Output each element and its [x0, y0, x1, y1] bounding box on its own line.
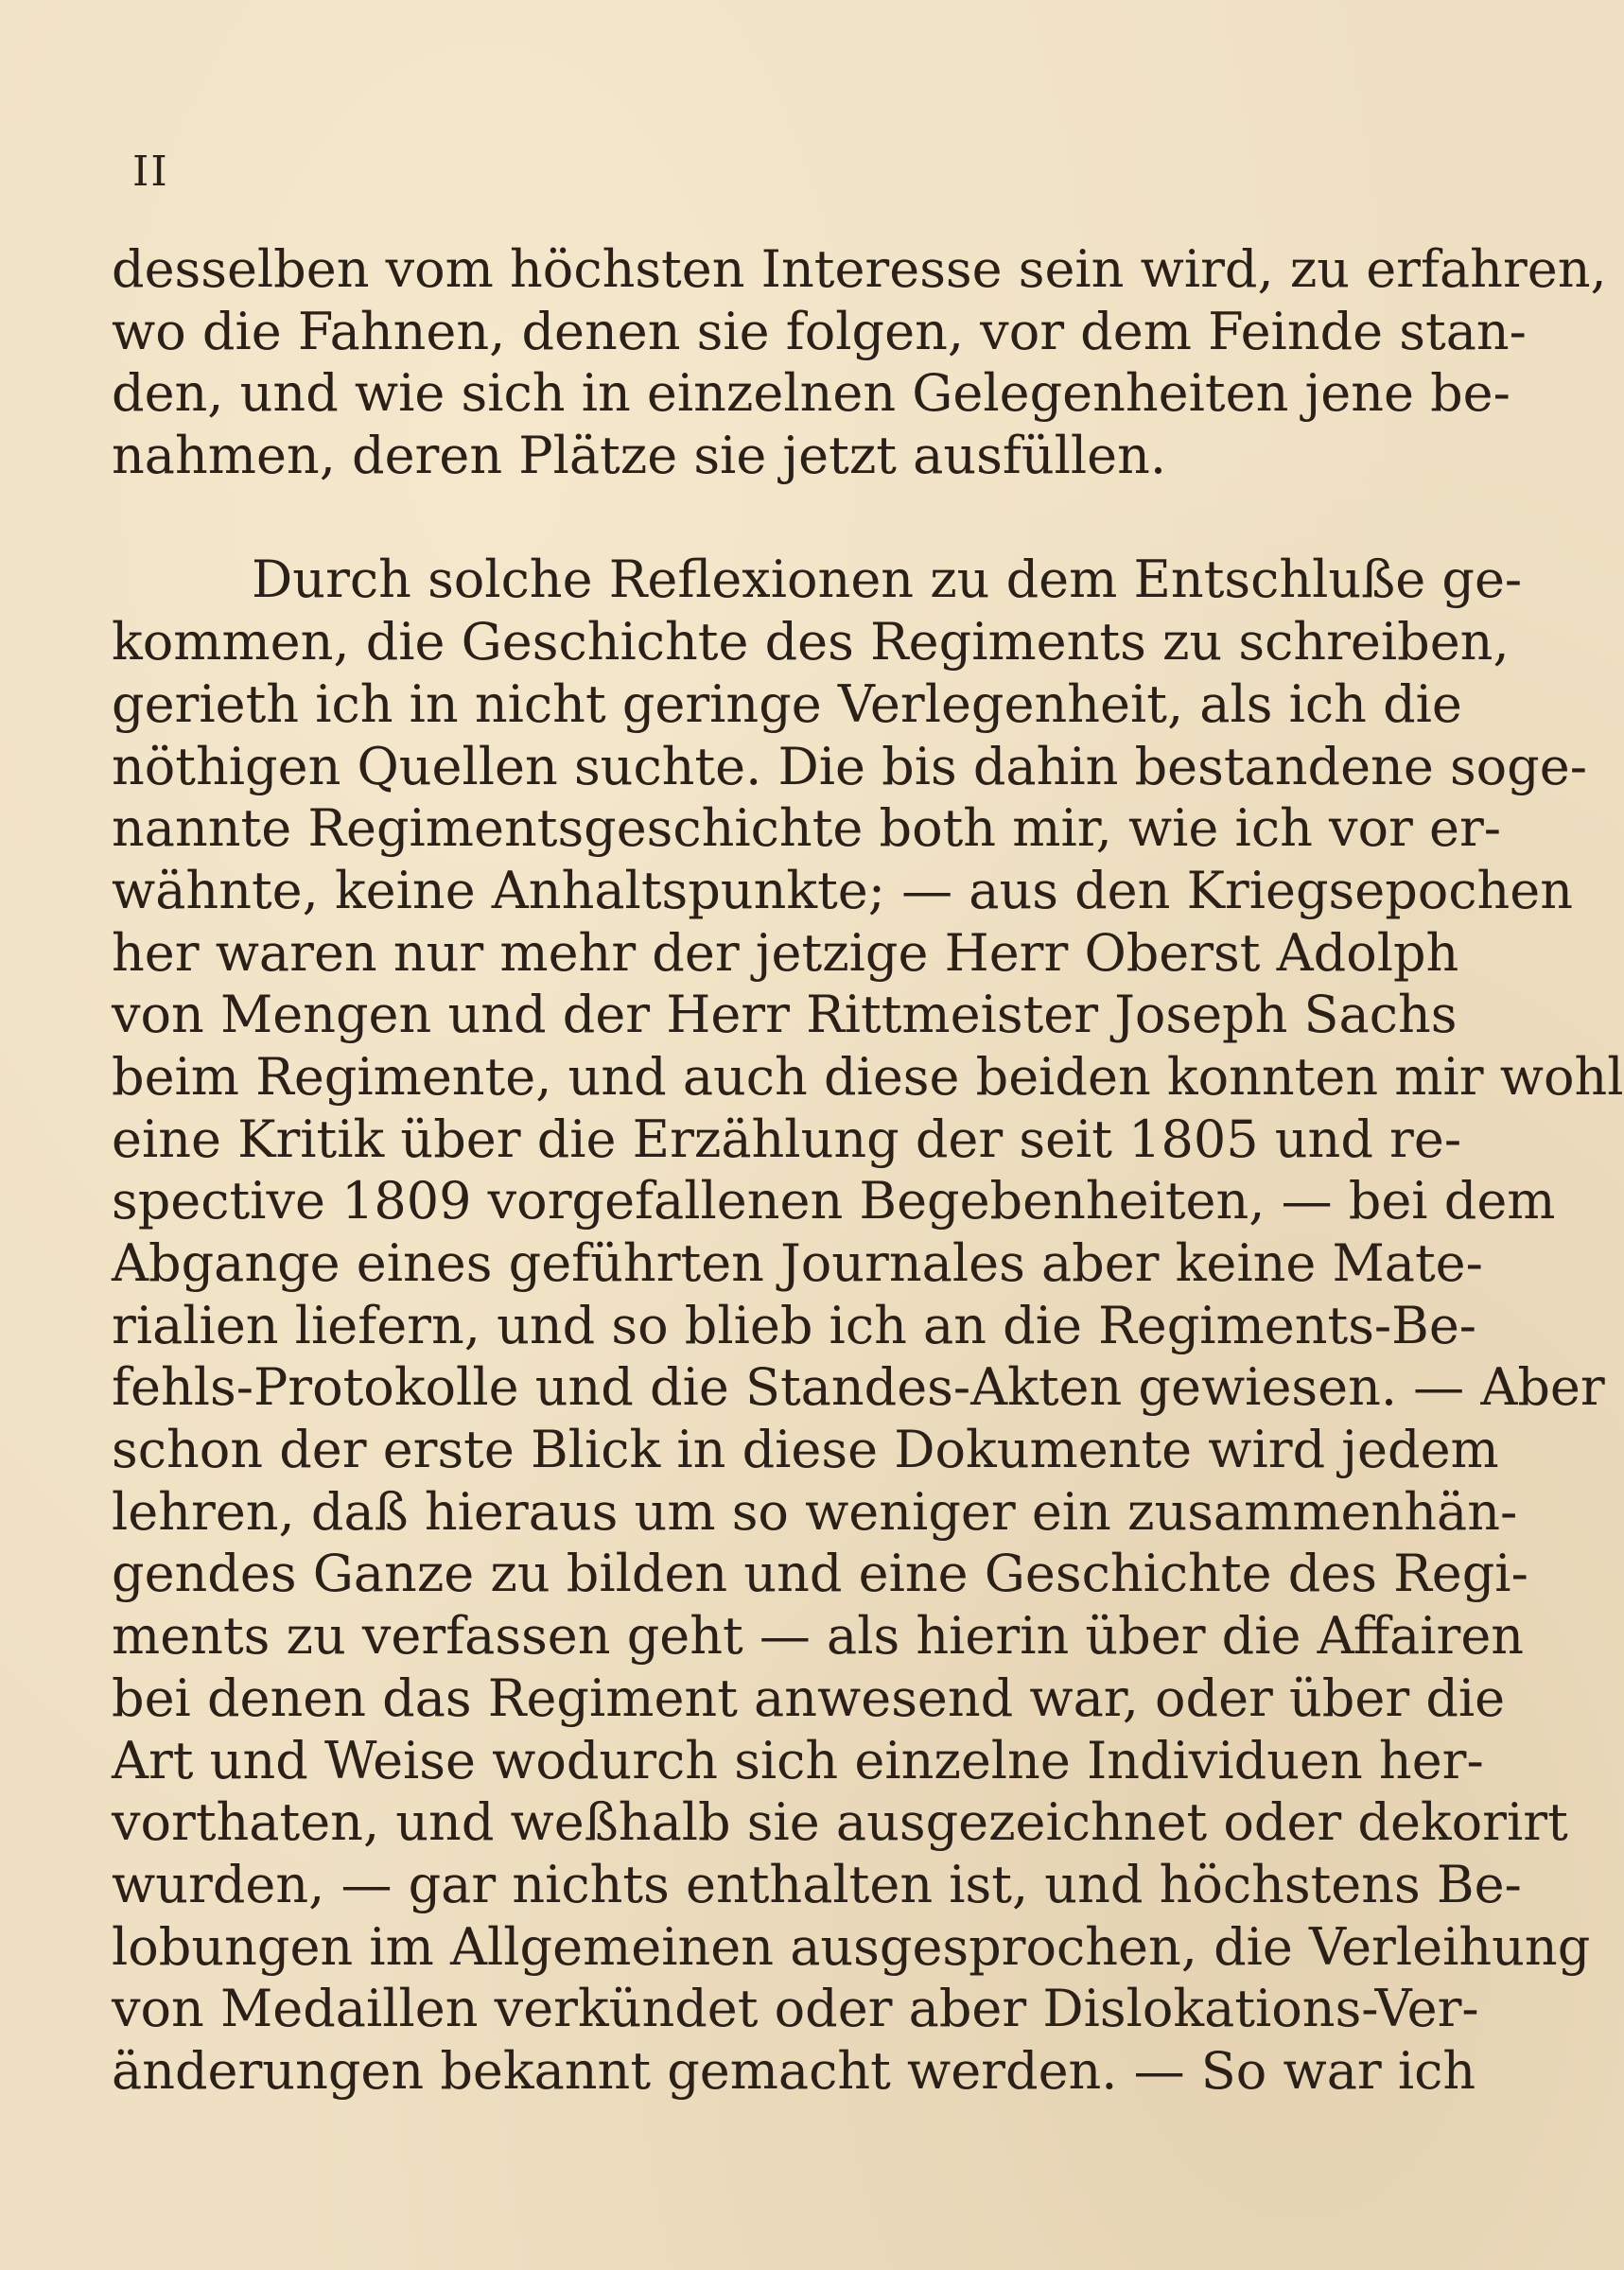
text-line: Durch solche Reflexionen zu dem Entschluße ge-	[252, 550, 1523, 610]
text-line: bei denen das Regiment anwesend war, oder über die	[112, 1668, 1506, 1728]
text-line: wurden, — gar nichts enthalten ist, und höchstens Be-	[112, 1854, 1522, 1914]
text-line: lobungen im Allgemeinen ausgesprochen, die Verleihung	[112, 1916, 1591, 1977]
text-line: nöthigen Quellen suchte. Die bis dahin bestandene soge-	[112, 736, 1587, 796]
body-text	[112, 238, 1624, 2103]
text-line: von Mengen und der Herr Rittmeister Joseph Sachs	[112, 985, 1458, 1045]
text-line: wo die Fahnen, denen sie folgen, vor dem Feinde stan-	[112, 301, 1527, 361]
text-line: nahmen, deren Plätze sie jetzt ausfüllen.	[112, 426, 1167, 486]
text-line: ments zu verfassen geht — als hierin über die Affairen	[112, 1606, 1525, 1667]
text-line: vorthaten, und weßhalb sie ausgezeichnet oder dekorirt	[112, 1792, 1568, 1853]
text-line: den, und wie sich in einzelnen Gelegenheiten jene be-	[112, 363, 1510, 424]
text-line: gerieth ich in nicht geringe Verlegenheit, als ich die	[112, 673, 1462, 734]
text-line: schon der erste Blick in diese Dokumente wird jedem	[112, 1420, 1499, 1480]
text-line: her waren nur mehr der jetzige Herr Oberst Adolph	[112, 922, 1459, 983]
text-line: beim Regimente, und auch diese beiden konnten mir wohl	[112, 1046, 1624, 1107]
text-line: lehren, daß hieraus um so weniger ein zusammenhän-	[112, 1481, 1518, 1542]
text-line: kommen, die Geschichte des Regiments zu schreiben,	[112, 612, 1510, 672]
page-number: II	[132, 148, 169, 196]
text-line: Art und Weise wodurch sich einzelne Individuen her-	[112, 1730, 1484, 1790]
paragraph-gap	[112, 487, 1431, 550]
text-line: spective 1809 vorgefallenen Begebenheiten, — bei dem	[112, 1171, 1556, 1231]
text-line: änderungen bekannt gemacht werden. — So war ich	[112, 2040, 1476, 2101]
text-line: eine Kritik über die Erzählung der seit 1805 und re-	[112, 1109, 1462, 1169]
text-line: gendes Ganze zu bilden und eine Geschichte des Regi-	[112, 1544, 1528, 1604]
text-line: rialien liefern, und so blieb ich an die Regiments-Be-	[112, 1295, 1477, 1355]
text-line: nannte Regimentsgeschichte both mir, wie ich vor er-	[112, 798, 1502, 859]
text-line: fehls-Protokolle und die Standes-Akten gewiesen. — Aber	[112, 1357, 1605, 1418]
text-line: wähnte, keine Anhaltspunkte; — aus den Kriegsepochen	[112, 860, 1574, 920]
text-line: desselben vom höchsten Interesse sein wird, zu erfahren,	[112, 239, 1607, 299]
text-line: von Medaillen verkündet oder aber Dislokations-Ver-	[112, 1979, 1479, 2039]
text-line: Abgange eines geführten Journales aber keine Mate-	[112, 1233, 1483, 1293]
